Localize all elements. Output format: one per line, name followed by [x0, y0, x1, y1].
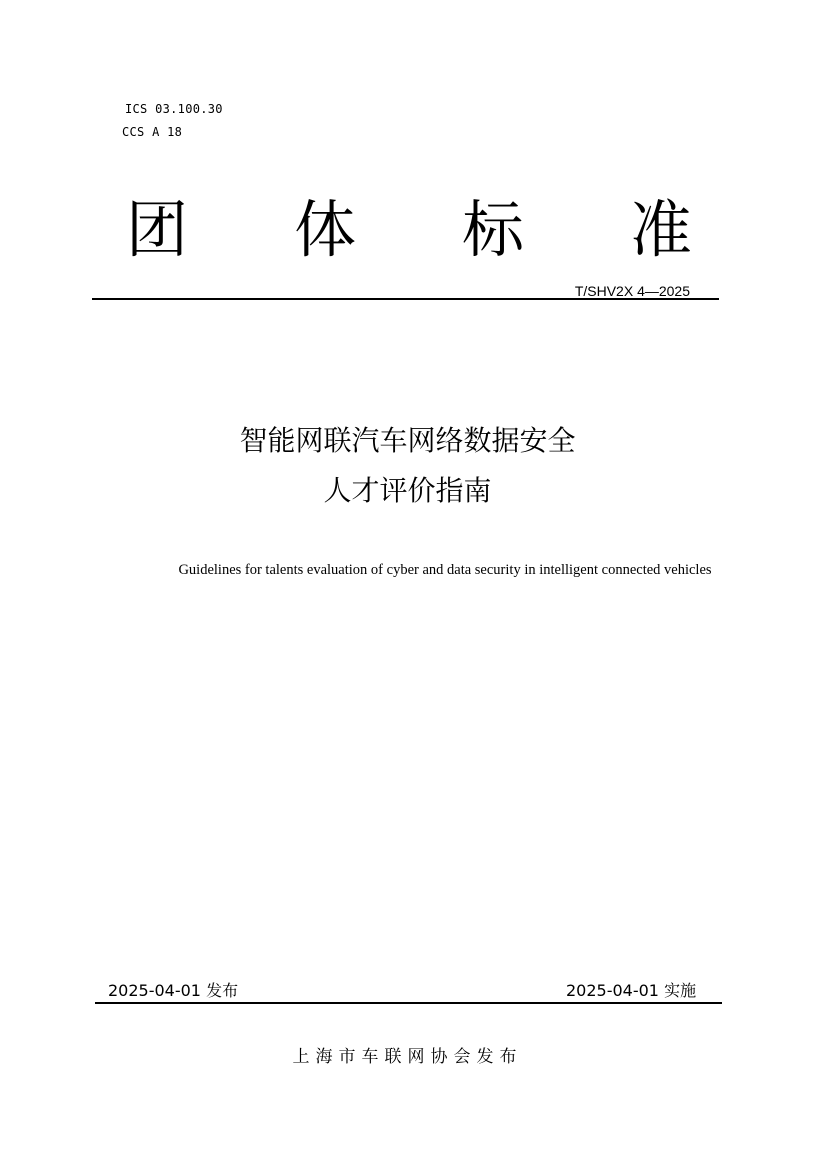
publisher-name: 上海市车联网协会发布: [292, 1047, 523, 1067]
chinese-title-line-1: 智能网联汽车网络数据安全: [239, 424, 576, 457]
chinese-title-line-2: 人才评价指南: [323, 474, 492, 507]
header-rule: [92, 298, 719, 300]
title-char-1: 团: [126, 193, 189, 266]
release-date: 2025-04-01 发布: [108, 981, 239, 1000]
document-type-title: [126, 190, 692, 270]
title-char-3: 标: [461, 193, 524, 266]
footer-rule: [95, 1002, 722, 1004]
ics-code: ICS 03.100.30: [125, 102, 223, 116]
title-char-2: 体: [293, 193, 356, 266]
english-title: Guidelines for talents evaluation of cyber and data security in intelligent connected vehicles: [178, 562, 712, 578]
standard-number: T/SHV2X 4—2025: [574, 283, 690, 299]
title-char-4: 准: [629, 193, 692, 266]
ccs-code: CCS A 18: [122, 125, 183, 139]
implementation-date: 2025-04-01 实施: [566, 981, 697, 1000]
